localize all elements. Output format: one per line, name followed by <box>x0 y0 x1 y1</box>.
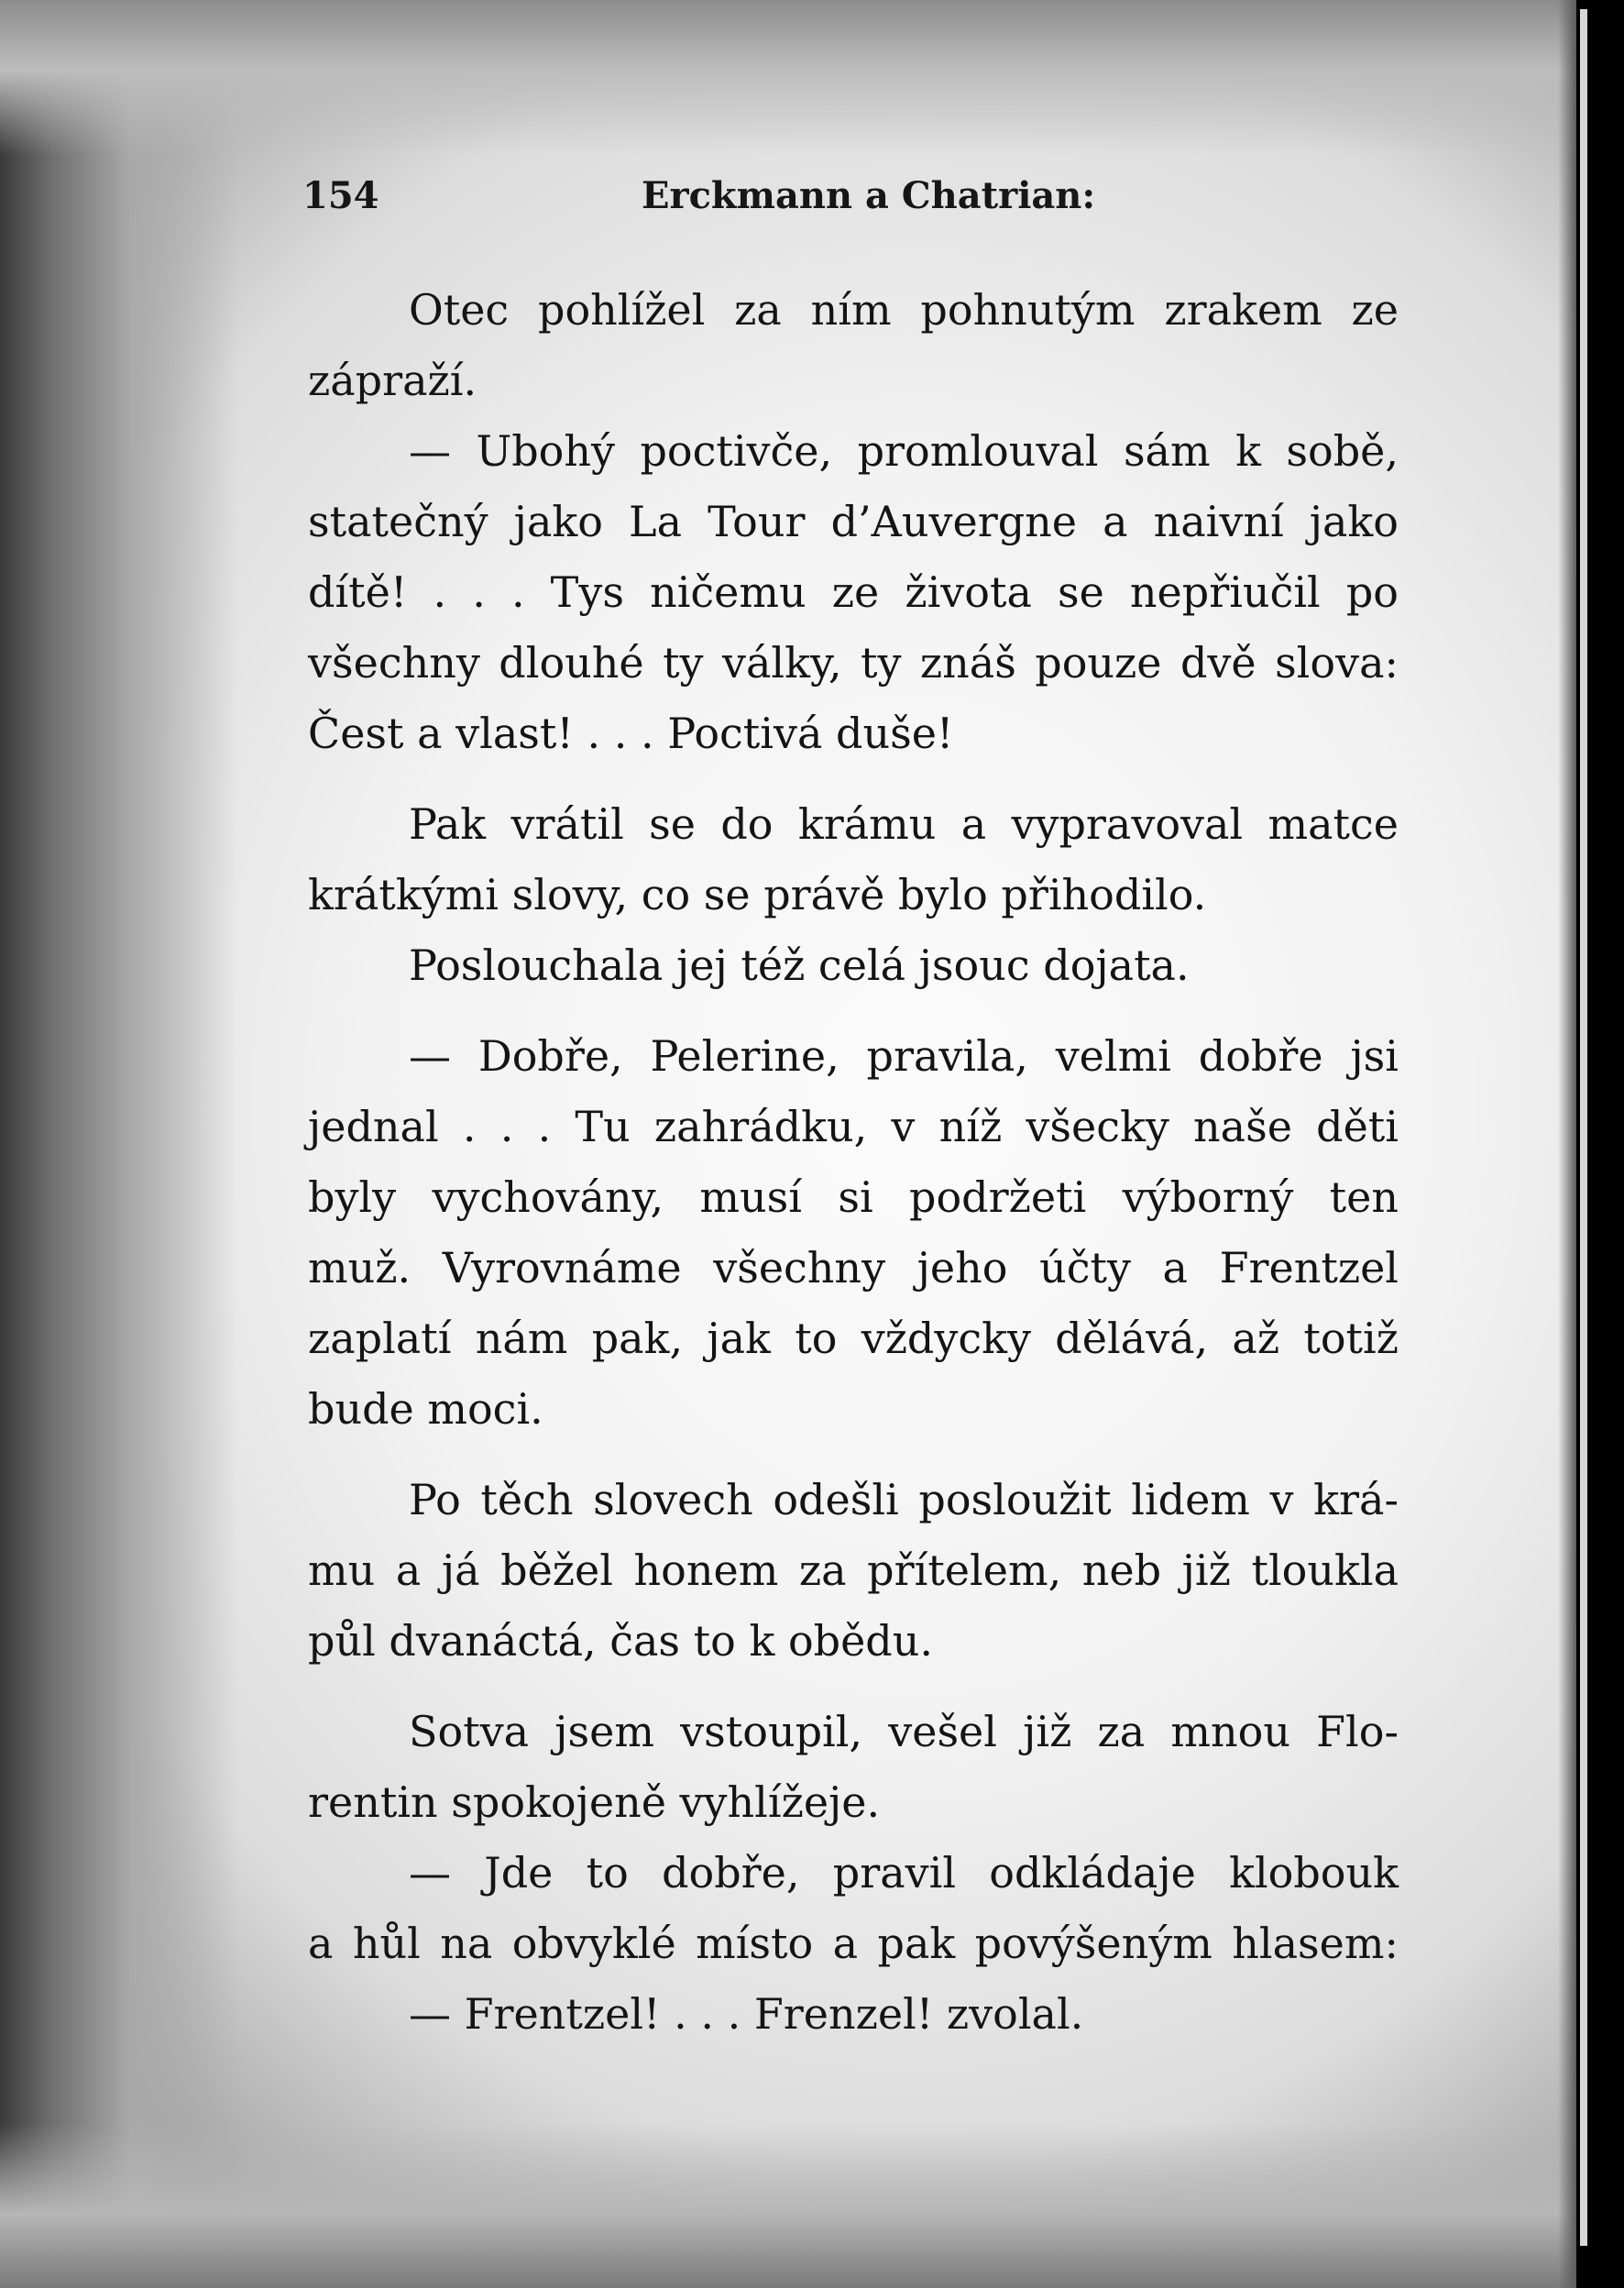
text-line: Po těch slovech odešli posloužit lidem v krá- <box>409 1475 1399 1524</box>
text-line: — Frentzel! . . . Frenzel! zvolal. <box>409 1989 1084 2039</box>
body-text <box>308 275 1399 2050</box>
text-line: Sotva jsem vstoupil, vešel již za mnou Flo- <box>409 1707 1399 1756</box>
text-line: půl dvanáctá, čas to k obědu. <box>308 1616 934 1666</box>
text-line: zaplatí nám pak, jak to vždycky dělává, až totiž <box>308 1314 1399 1363</box>
text-line: statečný jako La Tour d’Auvergne a naivní jako <box>308 497 1399 546</box>
text-line: krátkými slovy, co se právě bylo přihodilo. <box>308 870 1207 919</box>
text-line: rentin spokojeně vyhlížeje. <box>308 1777 881 1827</box>
text-line: Otec pohlížel za ním pohnutým zrakem ze <box>409 285 1399 335</box>
text-line: všechny dlouhé ty války, ty znáš pouze dvě slova: <box>308 638 1399 688</box>
text-line: zápraží. <box>308 356 477 405</box>
text-line: Čest a vlast! . . . Poctivá duše! <box>308 709 954 758</box>
page-shadow-left <box>0 0 238 2288</box>
text-line: muž. Vyrovnáme všechny jeho účty a Frentzel <box>308 1243 1399 1292</box>
text-line: dítě! . . . Tys ničemu ze života se nepřiučil po <box>308 567 1399 617</box>
text-line: — Dobře, Pelerine, pravila, velmi dobře jsi <box>409 1031 1399 1081</box>
text-line: bude moci. <box>308 1384 543 1434</box>
text-line: byly vychovány, musí si podržeti výborný ten <box>308 1172 1399 1222</box>
book-spine-edge <box>1580 9 1587 2246</box>
running-title: Erckmann a Chatrian: <box>642 174 1096 217</box>
text-line: mu a já běžel honem za přítelem, neb již tloukla <box>308 1546 1399 1595</box>
text-line: Poslouchala jej též celá jsouc dojata. <box>409 940 1190 990</box>
page-shadow-top <box>0 0 1576 156</box>
text-line: — Ubohý poctivče, promlouval sám k sobě, <box>409 426 1399 476</box>
text-line: — Jde to dobře, pravil odkládaje klobouk <box>409 1848 1399 1898</box>
text-line: Pak vrátil se do krámu a vypravoval matce <box>409 799 1399 849</box>
page-number: 154 <box>302 174 379 217</box>
text-line: a hůl na obvyklé místo a pak povýšeným hlasem: <box>308 1919 1399 1968</box>
page-shadow-bottom <box>0 2123 1576 2288</box>
text-line: jednal . . . Tu zahrádku, v níž všecky naše děti <box>308 1102 1399 1151</box>
page-edge-right <box>1558 0 1576 2288</box>
